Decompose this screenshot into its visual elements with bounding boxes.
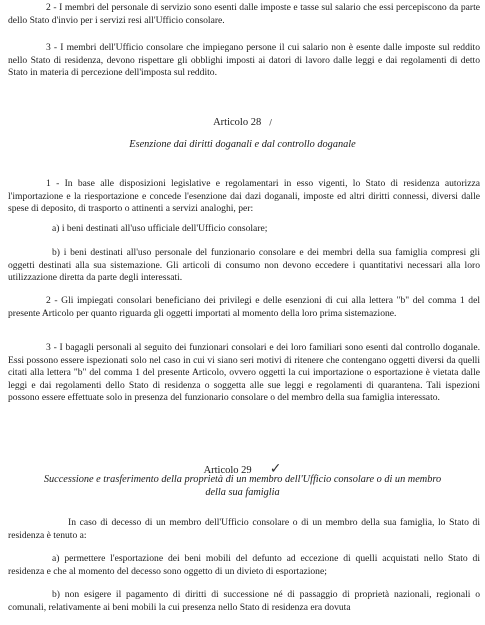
article-28-subtitle: Esenzione dai diritti doganali e dal controllo doganale [129, 139, 356, 150]
article-29-item-a: a) permettere l'esportazione dei beni mobili del defunto ad eccezione di quelli acquistati nello Stato di residenza e che al momento del decesso sono oggetto di un divieto di esportazione; [8, 553, 480, 577]
check-mark-icon: / [269, 118, 272, 127]
check-mark-icon: ✓ [269, 461, 282, 477]
article-28-item-a: a) i beni destinati all'uso ufficiale dell'Ufficio consolare; [52, 223, 268, 234]
article-29-item-b: b) non esigere il pagamento di diritti di successione né di passaggio di proprietà nazionali, regionali o comunali, relativamente ai beni mobili la cui presenza nello Stato di residenza era dovuta [8, 589, 480, 613]
article-27-paragraph-3: 3 - I membri dell'Ufficio consolare che impiegano persone il cui salario non è esente dalle imposte sul reddito nello Stato di residenza, devono rispettare gli obblighi imposti ai datori di lavoro dalle leggi e dai regolamenti di detto Stato in materia di percezione dell'imposta sul reddito. [8, 42, 480, 79]
article-28-item-b: b) i beni destinati all'uso personale del funzionario consolare e dei membri della sua famiglia compresi gli oggetti destinati alla sua sistemazione. Gli articoli di consumo non devono eccedere i quantitativi necessari alla loro utilizzazione diretta da parte degli interessati. [8, 247, 480, 284]
article-28-paragraph-1: 1 - In base alle disposizioni legislative e regolamentari in esso vigenti, lo Stato di residenza autorizza l'importazione e la riesportazione e concede l'esenzione dai dazi doganali, imposte ed altri diritti connessi, diversi dalle spese di deposito, di trasporto o attinenti a servizi analoghi, per: [8, 178, 480, 215]
article-28-heading [0, 117, 485, 130]
article-29-intro: In caso di decesso di un membro dell'Ufficio consolare o di un membro della sua famiglia, lo Stato di residenza è tenuto a: [8, 517, 480, 541]
article-29-title: Articolo 29 [203, 465, 252, 476]
article-28-paragraph-2: 2 - Gli impiegati consolari beneficiano dei privilegi e delle esenzioni di cui alla lettera "b" del comma 1 del presente Articolo per quanto riguarda gli oggetti importati al momento della loro prima sistemazione. [8, 295, 480, 319]
article-27-paragraph-2: 2 - I membri del personale di servizio sono esenti dalle imposte e tasse sul salario che essi percepiscono da parte dello Stato d'invio per i servizi resi all'Ufficio consolare. [8, 2, 480, 26]
article-28-title: Articolo 28 [213, 117, 262, 128]
article-29-subtitle: Successione e trasferimento della proprietà di un membro dell'Ufficio consolare o di un membro della sua famiglia [43, 474, 442, 498]
article-28-paragraph-3: 3 - I bagagli personali al seguito dei funzionari consolari e dei loro familiari sono esenti dal controllo doganale. Essi possono essere ispezionati solo nel caso in cui vi siano seri motivi di ritenere che contengano oggetti diversi da quelli citati alla lettera "b" del comma 1 del presente Articolo, ovvero oggetti la cui importazione o esportazione è vietata dalle leggi e dai regolamenti dello Stato di residenza o soggetta alle sue leggi e regolamenti di quarantena. Tali ispezioni possono essere effettuate solo in presenza del funzionario consolare o del membro della sua famiglia interessato. [8, 342, 480, 404]
